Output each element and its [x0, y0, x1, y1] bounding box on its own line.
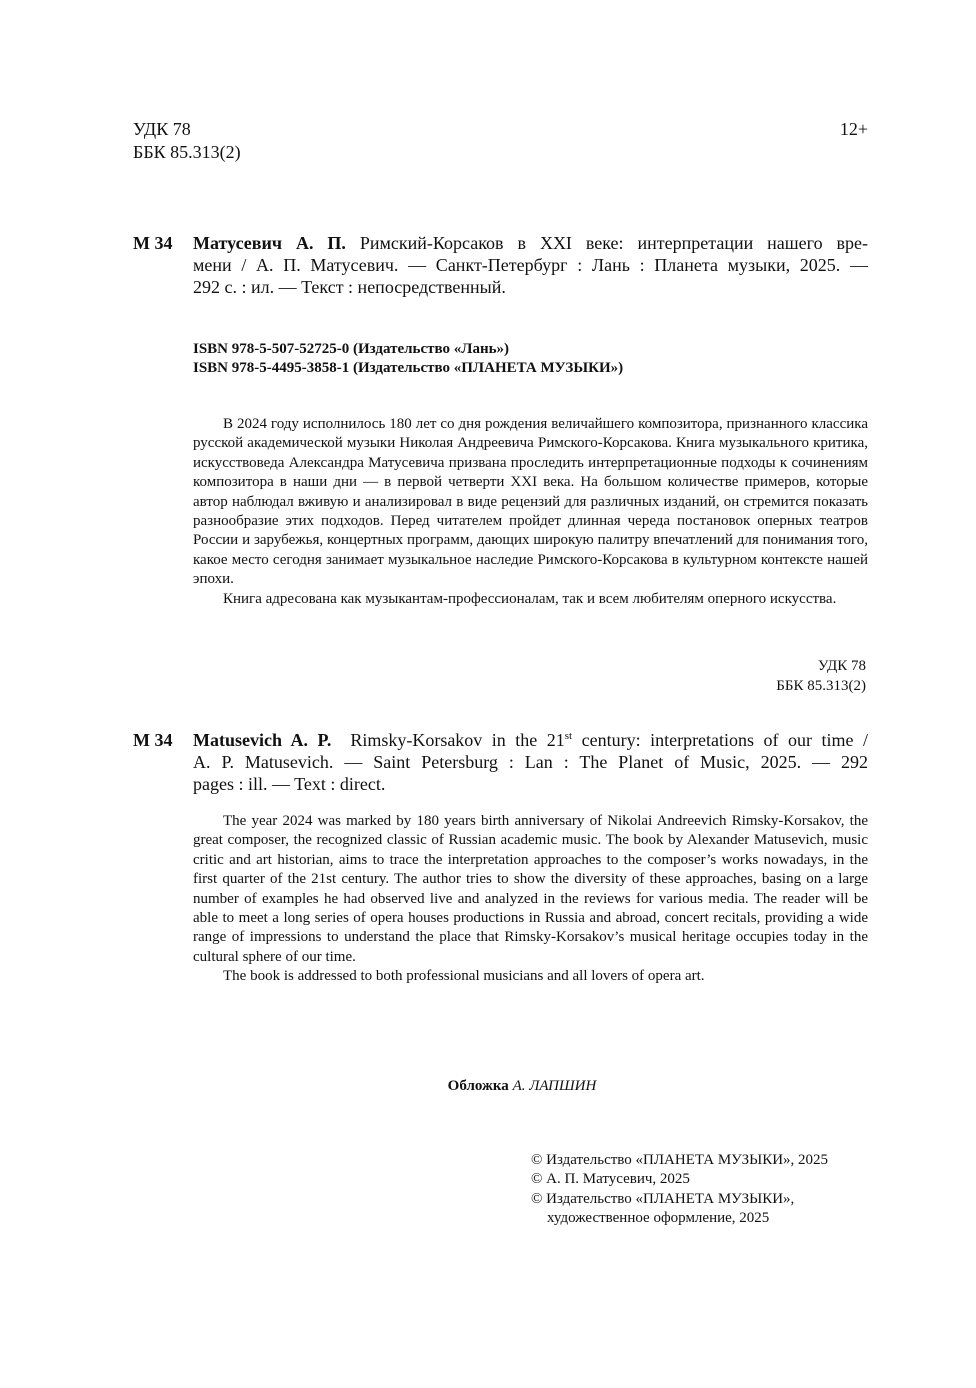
entry-en-title-a: Rimsky-Korsakov in the 21 [350, 730, 565, 750]
entry-ru-line1 [193, 232, 868, 254]
cover-label: Обложка [447, 1078, 509, 1094]
entry-code-en: М 34 [133, 730, 173, 750]
entry-en-author: Matusevich A. P. [193, 730, 332, 750]
cover-name: А. ЛАПШИН [512, 1078, 597, 1094]
entry-en-line2: A. P. Matusevich. — Saint Petersburg : Lan : The Planet of Music, 2025. — 292 [193, 752, 868, 772]
bbk-header: ББК 85.313(2) [133, 142, 241, 162]
copyright-block [531, 1151, 871, 1229]
cover-credit [0, 1077, 976, 1096]
abstract-en-paragraph-1: The year 2024 was marked by 180 years birth anniversary of Nikolai Andreevich Rimsky-Korsakov, the great composer, the recognized classic of Russian academic music. The book by Alexander Matusevich, music critic and art historian, aims to trace the interpretation approaches to the composer’s works nowadays, in the first quarter of the 21st century. The author tries to show the diversity of these approaches, basing on a large number of examples he had observed live and analyzed in the reviews for various media. The reader will be able to meet a long series of opera houses productions in Russia and abroad, concert recitals, providing a wide range of impressions to understand the place that Rimsky-Korsakov’s musical heritage occupies today in the cultural sphere of our time. [193, 813, 868, 965]
copyright-line-1: © Издательство «ПЛАНЕТА МУЗЫКИ», 2025 [531, 1152, 829, 1168]
entry-en-line3: pages : ill. — Text : direct. [193, 774, 386, 794]
entry-ru-line2: мени / А. П. Матусевич. — Санкт-Петербург : Лань : Планета музыки, 2025. — [193, 255, 868, 275]
isbn-lan: ISBN 978-5-507-52725-0 (Издательство «Лань») [193, 341, 510, 357]
entry-ru-title: Римский-Корсаков в XXI веке: интерпретации нашего вре- [359, 233, 869, 253]
copyright-line-4: художественное оформление, 2025 [547, 1210, 770, 1227]
entry-ru-author: Матусевич А. П. [193, 233, 346, 253]
abstract-ru-paragraph-2: Книга адресована как музыкантам-профессионалам, так и всем любителям оперного искусства. [223, 590, 837, 607]
entry-ru-line3: 292 с. : ил. — Текст : непосредственный. [193, 277, 506, 297]
abstract-ru-bbk: ББК 85.313(2) [776, 678, 866, 694]
abstract-ru-paragraph-1: В 2024 году исполнилось 180 лет со дня рождения величайшего композитора, признанного классика русской академической музыки Николая Андреевича Римского-Корсакова. Книга музыкального критика, искусствоведа Александра Матусевича призвана проследить интерпретационные подходы к сочинениям композитора в наши дни — в первой четверти XXI века. На большом количестве примеров, которые автор наблюдал вживую и анализировал в виде рецензий для различных изданий, он стремится показать разнообразие этих подходов. Перед читателем пройдет длинная череда постановок оперных театров России и зарубежья, концертных программ, дающих широкую палитру впечатлений для понимания того, какое место сегодня занимает музыкальное наследие Римского-Корсакова в культурном контексте нашей эпохи. [193, 416, 868, 588]
isbn-planeta: ISBN 978-5-4495-3858-1 (Издательство «ПЛАНЕТА МУЗЫКИ») [193, 360, 624, 376]
abstract-ru-udk: УДК 78 [817, 658, 866, 674]
entry-ru [193, 232, 868, 298]
entry-en-line1 [193, 729, 868, 751]
copyright-line-3: © Издательство «ПЛАНЕТА МУЗЫКИ», [531, 1190, 795, 1207]
copyright-line-2: © А. П. Матусевич, 2025 [531, 1171, 690, 1188]
abstract-en-paragraph-2: The book is addressed to both professional musicians and all lovers of opera art. [223, 968, 705, 985]
entry-en-title-sup: st [564, 730, 573, 742]
abstract-en [193, 812, 868, 987]
entry-en [193, 729, 868, 795]
age-rating: 12+ [839, 119, 868, 139]
entry-en-title-b: century: interpretations of our time / [572, 730, 868, 750]
abstract-ru [193, 415, 868, 609]
entry-code-ru: М 34 [133, 233, 173, 253]
udk-header: УДК 78 [133, 119, 191, 139]
